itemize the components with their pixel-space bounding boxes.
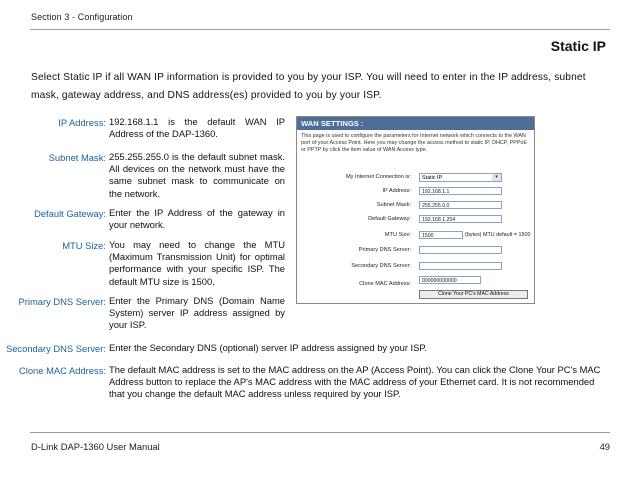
page-number: 49 (599, 441, 610, 452)
term-subnet-mask: Subnet Mask: (48, 152, 106, 163)
chevron-down-icon: ▾ (492, 174, 501, 181)
term-mtu-size: MTU Size: (62, 240, 106, 251)
desc-primary-dns: Enter the Primary DNS (Domain Name System) server IP address assigned by your ISP. (109, 295, 285, 331)
primary-dns-label: Primary DNS Server: (358, 247, 411, 253)
ip-address-label: IP Address: (382, 188, 411, 194)
desc-ip-address: 192.168.1.1 is the default WAN IP Address of the DAP-1360. (109, 116, 285, 140)
bottom-divider (30, 432, 610, 433)
desc-default-gateway: Enter the IP Address of the gateway in your network. (109, 207, 285, 231)
intro-paragraph: Select Static IP if all WAN IP information is provided to you by your ISP. You will need to enter in the IP address, subnet mask, gateway address, and DNS address(es) provided to you by your ISP. (31, 72, 586, 101)
secondary-dns-label: Secondary DNS Server: (351, 263, 411, 269)
term-primary-dns: Primary DNS Server: (18, 296, 106, 307)
mtu-size-label: MTU Size: (384, 232, 411, 238)
connection-type-value: Static IP (422, 175, 443, 181)
ip-address-input[interactable]: 192.168.1.1 (419, 187, 502, 195)
desc-mtu-size: You may need to change the MTU (Maximum Transmission Unit) for optimal performance with your specific ISP. The default MTU size is 1500. (109, 239, 285, 287)
mtu-default-note: (bytes) MTU default = 1500 (465, 232, 531, 238)
term-secondary-dns: Secondary DNS Server: (5, 343, 106, 354)
primary-dns-input[interactable] (419, 246, 502, 254)
page-title: Static IP (550, 38, 606, 54)
secondary-dns-input[interactable] (419, 262, 502, 270)
wan-settings-header: WAN SETTINGS : (297, 117, 534, 130)
term-default-gateway: Default Gateway: (34, 208, 106, 219)
section-label: Section 3 - Configuration (31, 12, 133, 22)
connection-type-select[interactable] (419, 173, 502, 182)
default-gateway-label: Default Gateway: (368, 216, 411, 222)
footer-manual: D-Link DAP-1360 User Manual (31, 441, 160, 452)
subnet-mask-input[interactable]: 255.255.0.0 (419, 201, 502, 209)
term-ip-address: IP Address: (58, 117, 106, 128)
clone-mac-label: Clone MAC Address: (359, 281, 411, 287)
clone-mac-button[interactable]: Clone Your PC's MAC Address (419, 290, 528, 299)
mtu-size-input[interactable]: 1500 (419, 231, 463, 239)
clone-mac-input[interactable]: 000000000000 (419, 276, 481, 284)
connection-type-label: My Internet Connection is: (346, 174, 411, 180)
desc-subnet-mask: 255.255.255.0 is the default subnet mask. All devices on the network must have the same subnet mask to communicate on the network. (109, 151, 285, 199)
subnet-mask-label: Subnet Mask: (376, 202, 411, 208)
wan-settings-panel (296, 116, 535, 304)
default-gateway-input[interactable]: 192.168.1.254 (419, 215, 502, 223)
top-divider (30, 29, 610, 30)
term-clone-mac: Clone MAC Address: (18, 365, 106, 376)
desc-secondary-dns: Enter the Secondary DNS (optional) server IP address assigned by your ISP. (109, 342, 428, 353)
wan-settings-intro: This page is used to configure the parameters for Internet network which connects to the WAN port of your Access Point. Here you may change the access method to static IP, DHCP, PPPoE or PPTP by click the item value of WAN Access type. (301, 133, 528, 154)
desc-clone-mac: The default MAC address is set to the MAC address on the AP (Access Point). You can click the Clone Your PC's MAC Address button to replace the AP's MAC address with the MAC address of your Ethernet card. It is not recommended that you change the default MAC address unless required by your ISP. (109, 364, 601, 400)
